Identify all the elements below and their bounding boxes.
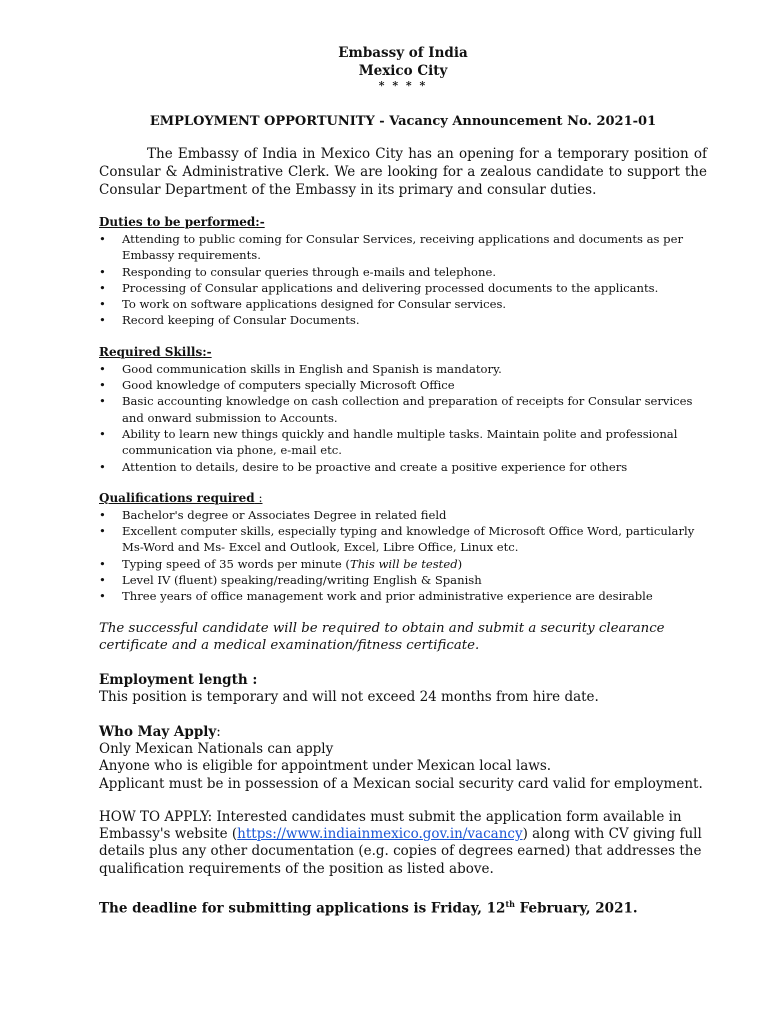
list-item: • Good communication skills in English and Spanish is mandatory.	[99, 361, 502, 376]
employment-length-heading: Employment length :	[99, 671, 258, 688]
list-item: • Attention to details, desire to be proactive and create a positive experience for others	[99, 459, 628, 474]
who-may-apply-line: Applicant must be in possession of a Mexican social security card valid for employment.	[99, 775, 703, 792]
bullet-icon: •	[99, 264, 106, 279]
bullet-icon: •	[99, 426, 106, 441]
embassy-city: Mexico City	[358, 63, 448, 79]
who-may-apply-line: Anyone who is eligible for appointment under Mexican local laws.	[99, 758, 552, 775]
list-item: • Attending to public coming for Consular Services, receiving applications and documents as per Embassy requirements.	[99, 232, 684, 263]
list-item: • Record keeping of Consular Documents.	[99, 313, 360, 328]
bullet-icon: •	[99, 280, 106, 295]
bullet-icon: •	[99, 507, 106, 522]
list-item: • Good knowledge of computers specially Microsoft Office	[99, 378, 455, 393]
list-item: • To work on software applications designed for Consular services.	[99, 297, 507, 312]
vacancy-link[interactable]: https://www.indiainmexico.gov.in/vacancy	[237, 826, 523, 843]
list-item: • Level IV (fluent) speaking/reading/writing English & Spanish	[99, 573, 482, 588]
bullet-icon: •	[99, 361, 106, 376]
bullet-icon: •	[99, 313, 106, 328]
deadline-text: The deadline for submitting applications is Friday, 12th February, 2021.	[99, 899, 638, 917]
skills-list	[99, 361, 707, 475]
list-item: • Ability to learn new things quickly and handle multiple tasks. Maintain polite and professional communication via phone, e-mail etc.	[99, 426, 678, 458]
document-page	[99, 44, 707, 918]
bullet-icon: •	[99, 378, 106, 393]
page-title: EMPLOYMENT OPPORTUNITY - Vacancy Announcement No. 2021-01	[149, 114, 657, 129]
bullet-icon: •	[99, 573, 106, 588]
security-note: The successful candidate will be required to obtain and submit a security clearance certificate and a medical examination/fitness certificate.	[99, 620, 665, 653]
bullet-icon: •	[99, 297, 106, 312]
duties-heading: Duties to be performed:-	[99, 215, 265, 229]
qualifications-heading: Qualifications required :	[99, 490, 263, 505]
employment-length-text: This position is temporary and will not exceed 24 months from hire date.	[99, 688, 599, 705]
header-stars: * * * *	[378, 79, 428, 92]
list-item: • Processing of Consular applications and delivering processed documents to the applicants.	[99, 280, 659, 295]
typing-test-note: This will be tested	[349, 556, 458, 571]
bullet-icon: •	[99, 394, 106, 409]
how-to-apply-paragraph: HOW TO APPLY: Interested candidates must submit the application form available in Embassy's website (https://www.indiainmexico.gov.in/vacancy) along with CV giving full details plus any other documentation (e.g. copies of degrees earned) that addresses the qualification requirements of the position as listed above.	[99, 808, 702, 877]
duties-list	[99, 231, 707, 329]
list-item: • Excellent computer skills, especially typing and knowledge of Microsoft Office Word, particularly Ms-Word and Ms- Excel and Outlook, Excel, Libre Office, Linux etc.	[99, 524, 695, 555]
list-item: • Basic accounting knowledge on cash collection and preparation of receipts for Consular services and onward submission to Accounts.	[99, 394, 693, 425]
skills-heading: Required Skills:-	[99, 344, 212, 359]
bullet-icon: •	[99, 589, 106, 604]
intro-paragraph: The Embassy of India in Mexico City has an opening for a temporary position of Consular & Administrative Clerk. We are looking for a zealous candidate to support the Consular Department of the Embassy in its primary and consular duties.	[99, 146, 707, 198]
who-may-apply-line: Only Mexican Nationals can apply	[99, 740, 334, 757]
who-may-apply-heading: Who May Apply:	[99, 723, 221, 740]
bullet-icon: •	[99, 459, 106, 474]
bullet-icon: •	[99, 524, 106, 539]
list-item: • Bachelor's degree or Associates Degree in related field	[99, 507, 447, 522]
bullet-icon: •	[99, 556, 106, 571]
bullet-icon: •	[99, 232, 106, 246]
list-item: • Three years of office management work and prior administrative experience are desirable	[99, 589, 653, 604]
list-item: • Responding to consular queries through e-mails and telephone.	[99, 264, 497, 279]
qualifications-list	[99, 507, 707, 605]
embassy-name: Embassy of India	[338, 45, 468, 61]
list-item: • Typing speed of 35 words per minute (This will be tested)	[99, 556, 463, 571]
